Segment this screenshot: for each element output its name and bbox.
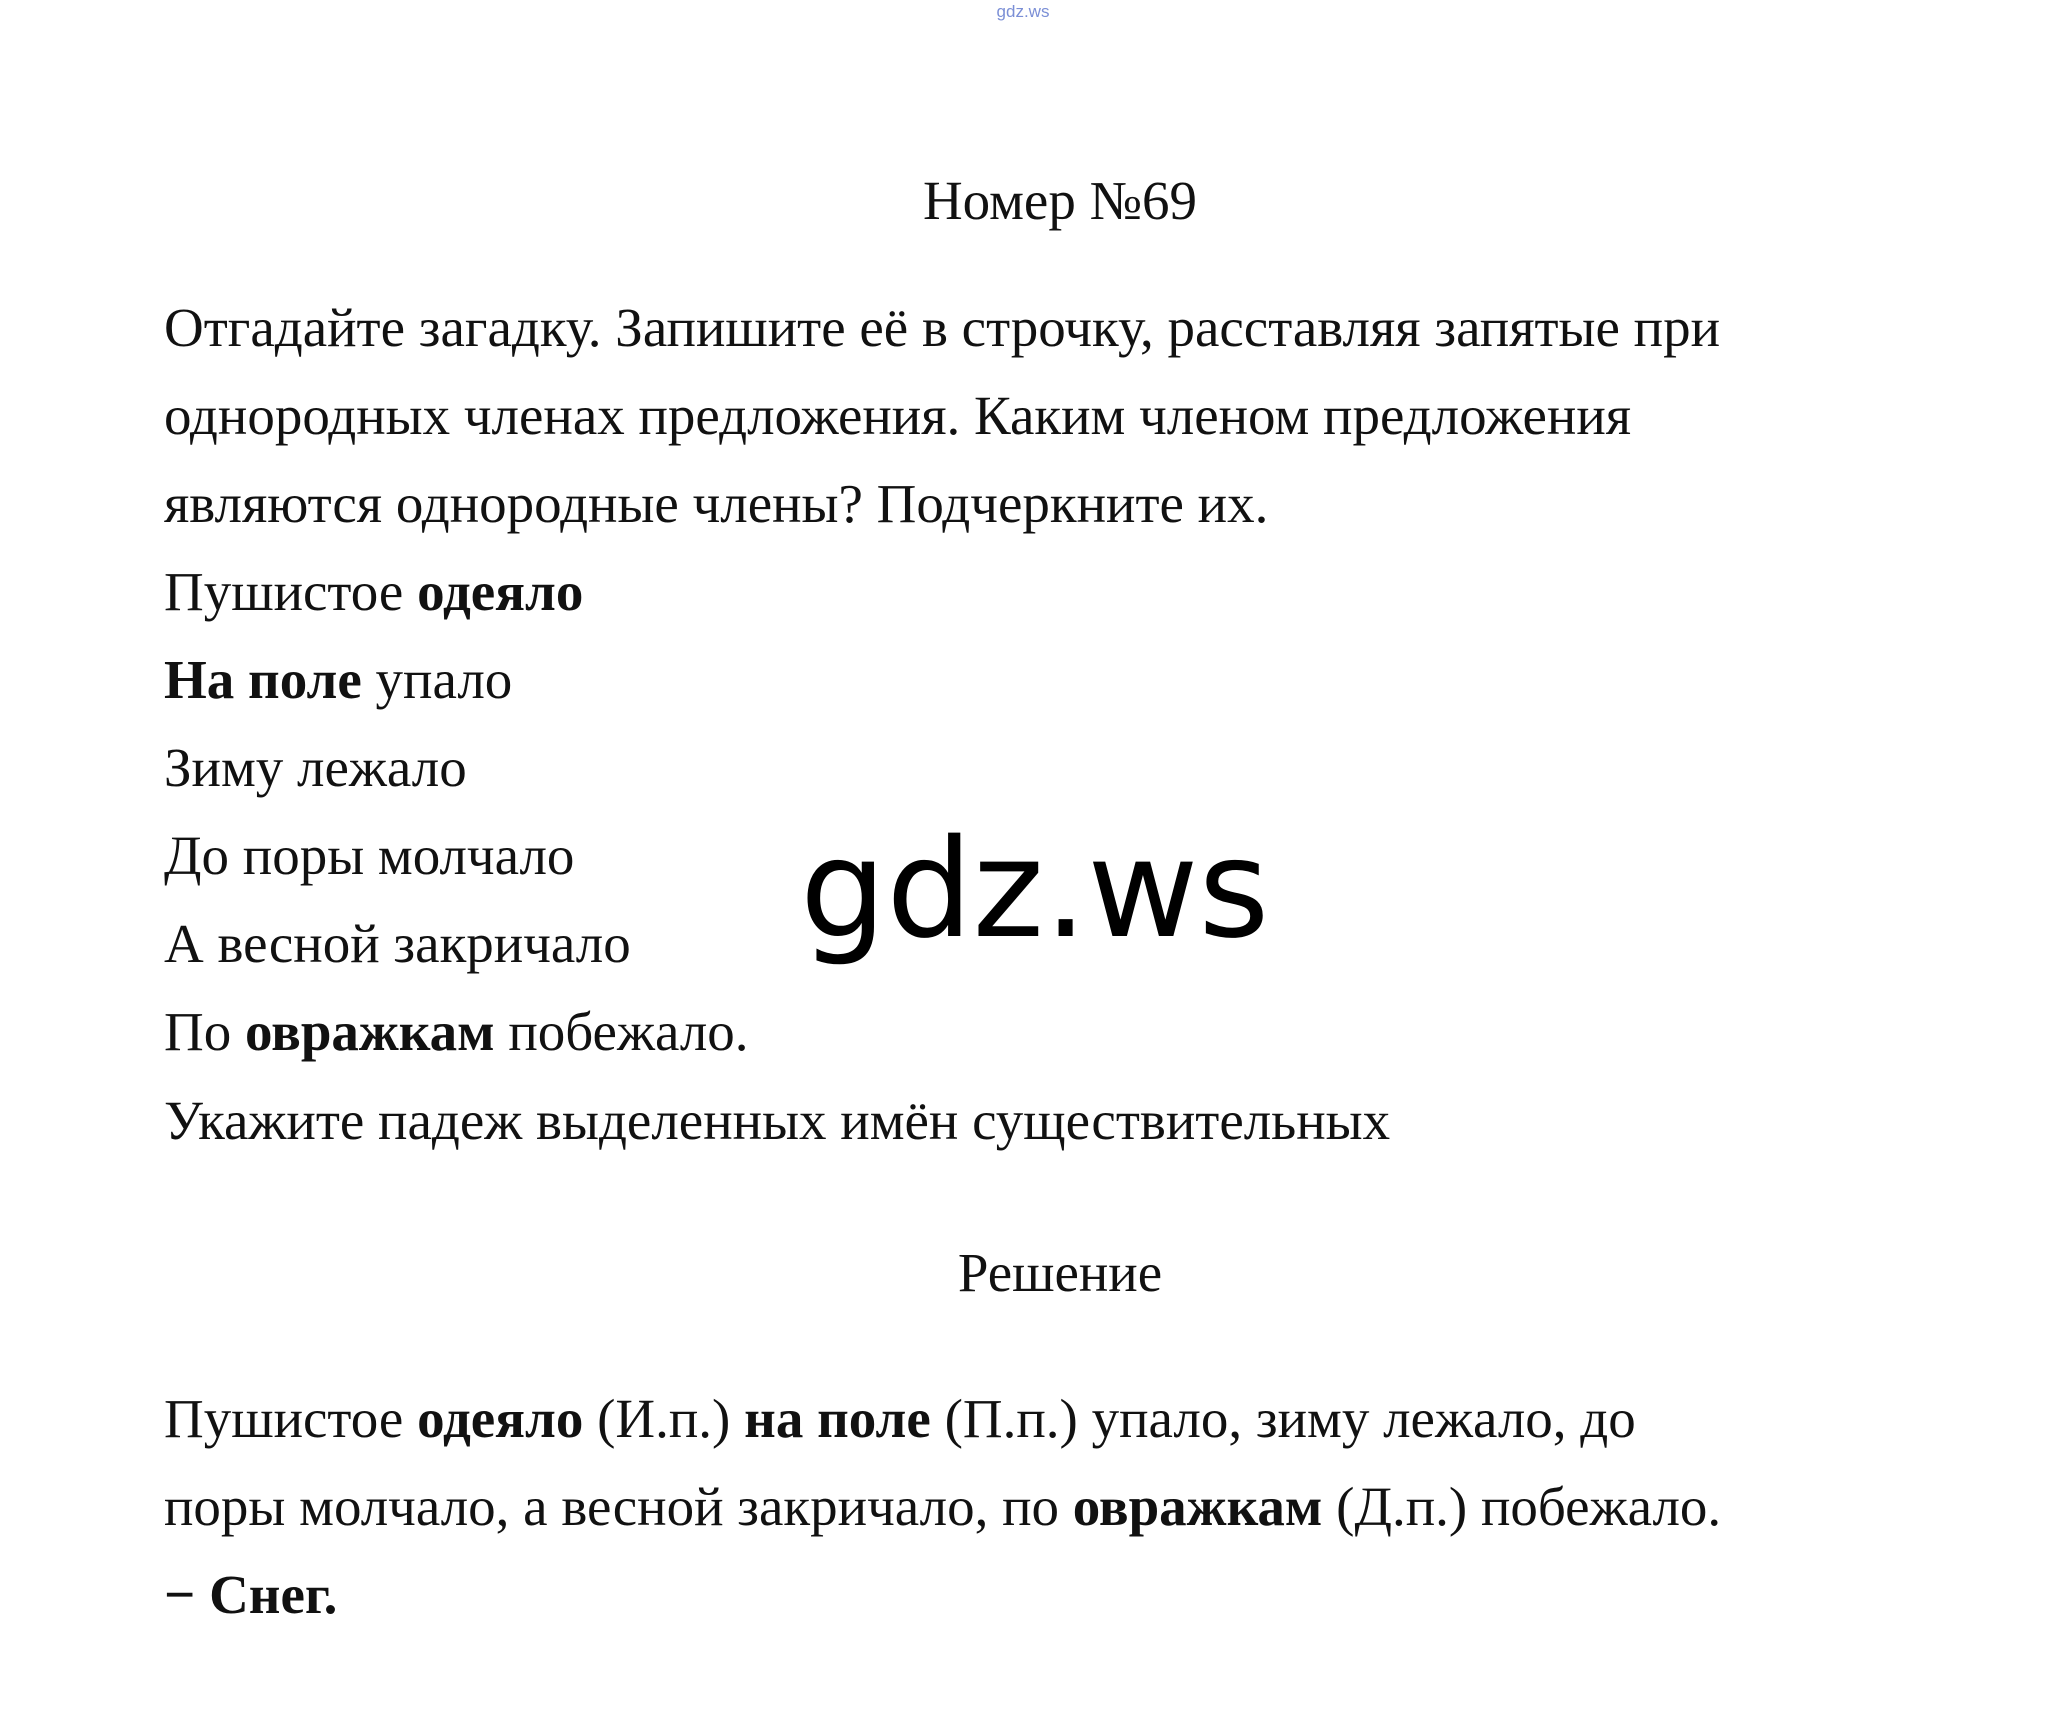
solution-text: (И.п.)	[583, 1388, 745, 1449]
solution-heading: Решение	[957, 1242, 1163, 1303]
riddle-line-6	[164, 999, 749, 1065]
solution-line-3	[164, 1562, 337, 1628]
solution-text: поры молчало, а весной закричало, по	[164, 1476, 1073, 1537]
riddle-text: По	[164, 1001, 245, 1062]
highlighted-noun: на поле	[744, 1388, 931, 1449]
riddle-line-5: А весной закричало	[164, 913, 631, 974]
solution-text: (Д.п.) побежало.	[1322, 1476, 1722, 1537]
solution-text: (П.п.) упало, зиму лежало, до	[930, 1388, 1636, 1449]
highlighted-noun: одеяло	[417, 1388, 584, 1449]
highlighted-noun: одеяло	[417, 561, 584, 622]
highlighted-noun: На поле	[164, 649, 362, 710]
riddle-text: Пушистое	[164, 561, 418, 622]
riddle-text: побежало.	[494, 1001, 749, 1062]
highlighted-noun: овражкам	[1072, 1476, 1323, 1537]
riddle-text: упало	[361, 649, 513, 710]
watermark-logo: gdz.ws	[800, 811, 1270, 969]
highlighted-noun: овражкам	[244, 1001, 495, 1062]
task-question: Укажите падеж выделенных имён существительных	[164, 1090, 1391, 1151]
riddle-line-2	[164, 647, 512, 713]
riddle-line-1	[164, 559, 583, 625]
task-line-3: являются однородные члены? Подчеркните их.	[164, 473, 1269, 534]
riddle-line-3: Зиму лежало	[164, 737, 467, 798]
page-title: Номер №69	[922, 170, 1198, 231]
riddle-line-4: До поры молчало	[164, 825, 575, 886]
solution-line-1	[164, 1386, 1636, 1452]
task-line-1: Отгадайте загадку. Запишите её в строчку, расставляя запятые при	[164, 297, 1721, 358]
solution-line-2	[164, 1474, 1721, 1540]
solution-text: Пушистое	[164, 1388, 418, 1449]
answer-text: − Снег.	[164, 1564, 338, 1625]
task-line-2: однородных членах предложения. Каким членом предложения	[164, 385, 1632, 446]
top-watermark: gdz.ws	[996, 2, 1050, 21]
